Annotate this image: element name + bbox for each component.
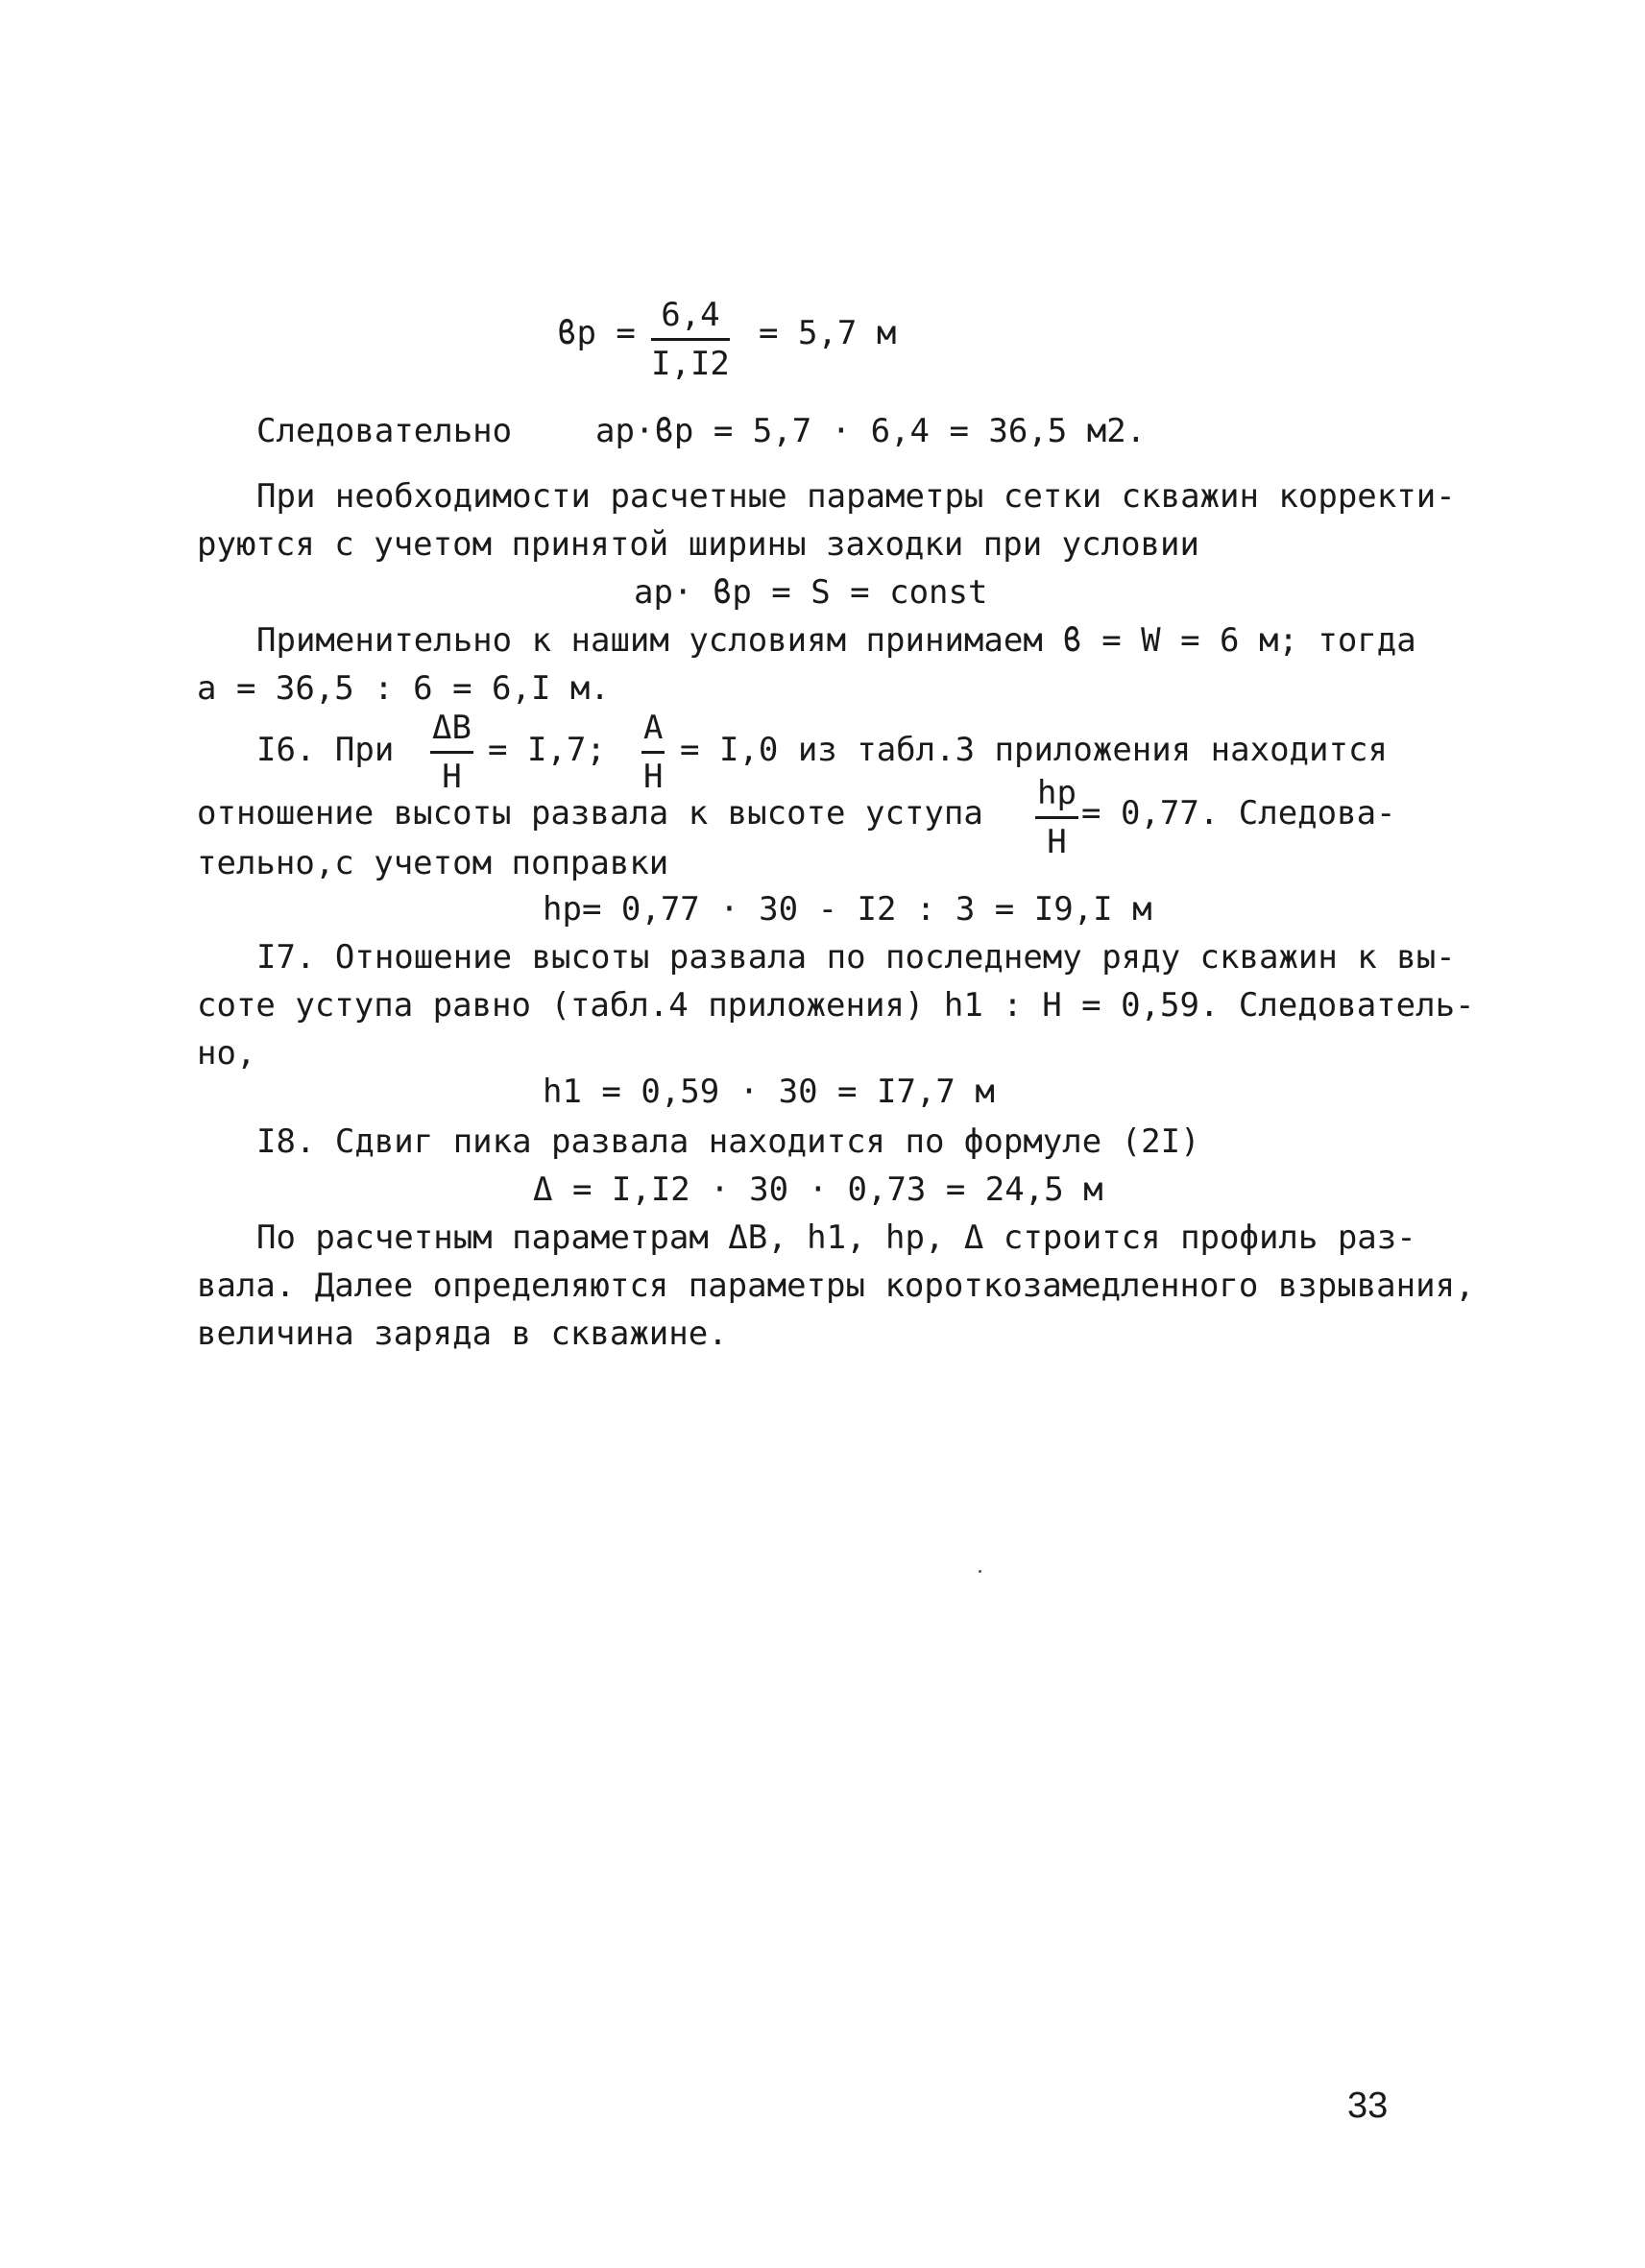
para3-line1: По расчетным параметрам ΔB, h1, hр, Δ строится профиль раз- <box>256 1218 1416 1257</box>
item16-line2: отношение высоты развала к высоте уступа <box>197 794 983 832</box>
item17-line3: но, <box>197 1034 256 1073</box>
eq-const: aр· ϐр = S = const <box>634 573 988 612</box>
item16-fraction1 <box>430 709 473 796</box>
eq1-fraction <box>651 296 730 383</box>
item18-line1: I8. Сдвиг пика развала находится по формуле (2I) <box>256 1122 1200 1161</box>
item16-fraction2 <box>641 709 665 796</box>
sledovatelno-label: Следовательно <box>256 412 513 450</box>
para2-line2: a = 36,5 : 6 = 6,I м. <box>197 669 610 708</box>
eq1-numerator: 6,4 <box>651 296 730 341</box>
page-number: 33 <box>1347 2086 1389 2126</box>
item16-prefix: I6. При <box>256 731 395 769</box>
sledovatelno-formula: aр·ϐр = 5,7 · 6,4 = 36,5 м2. <box>595 412 1147 450</box>
item16-frac1-num: ΔB <box>430 709 473 754</box>
item17-line2: соте уступа равно (табл.4 приложения) h1 : H = 0,59. Следователь- <box>197 986 1475 1025</box>
eq1-denominator: I,I2 <box>651 345 730 383</box>
item16-value1: = I,7; <box>488 731 606 769</box>
item16-frac2-num: A <box>641 709 665 754</box>
item16-value2: = I,0 из табл.3 приложения находится <box>680 731 1388 769</box>
para2-line1: Применительно к нашим условиям принимаем ϐ = W = 6 м; тогда <box>256 621 1416 660</box>
item16-line2-value: = 0,77. Следова- <box>1081 794 1396 832</box>
scan-speck <box>979 1570 981 1573</box>
item16-frac1-den: H <box>442 758 462 796</box>
para1-line1: При необходимости расчетные параметры сетки скважин корректи- <box>256 477 1456 516</box>
item17-equation: h1 = 0,59 · 30 = I7,7 м <box>543 1073 995 1111</box>
item16-frac2-den: H <box>643 758 664 796</box>
item17-line1: I7. Отношение высоты развала по последнему ряду скважин к вы- <box>256 938 1456 977</box>
item16-fraction3 <box>1035 774 1078 861</box>
para1-line2: руются с учетом принятой ширины заходки при условии <box>197 525 1199 564</box>
item16-frac3-num: hр <box>1035 774 1078 819</box>
item16-line3: тельно,с учетом поправки <box>197 844 669 882</box>
item16-frac3-den: H <box>1047 823 1067 861</box>
para3-line2: вала. Далее определяются параметры короткозамедленного взрывания, <box>197 1267 1475 1305</box>
eq1-rhs: = 5,7 м <box>759 314 897 352</box>
para3-line3: величина заряда в скважине. <box>197 1315 728 1353</box>
eq1-lhs: ϐр = <box>557 314 636 352</box>
item16-equation: hр= 0,77 · 30 - I2 : 3 = I9,I м <box>543 890 1152 929</box>
item18-equation: Δ = I,I2 · 30 · 0,73 = 24,5 м <box>533 1170 1103 1209</box>
